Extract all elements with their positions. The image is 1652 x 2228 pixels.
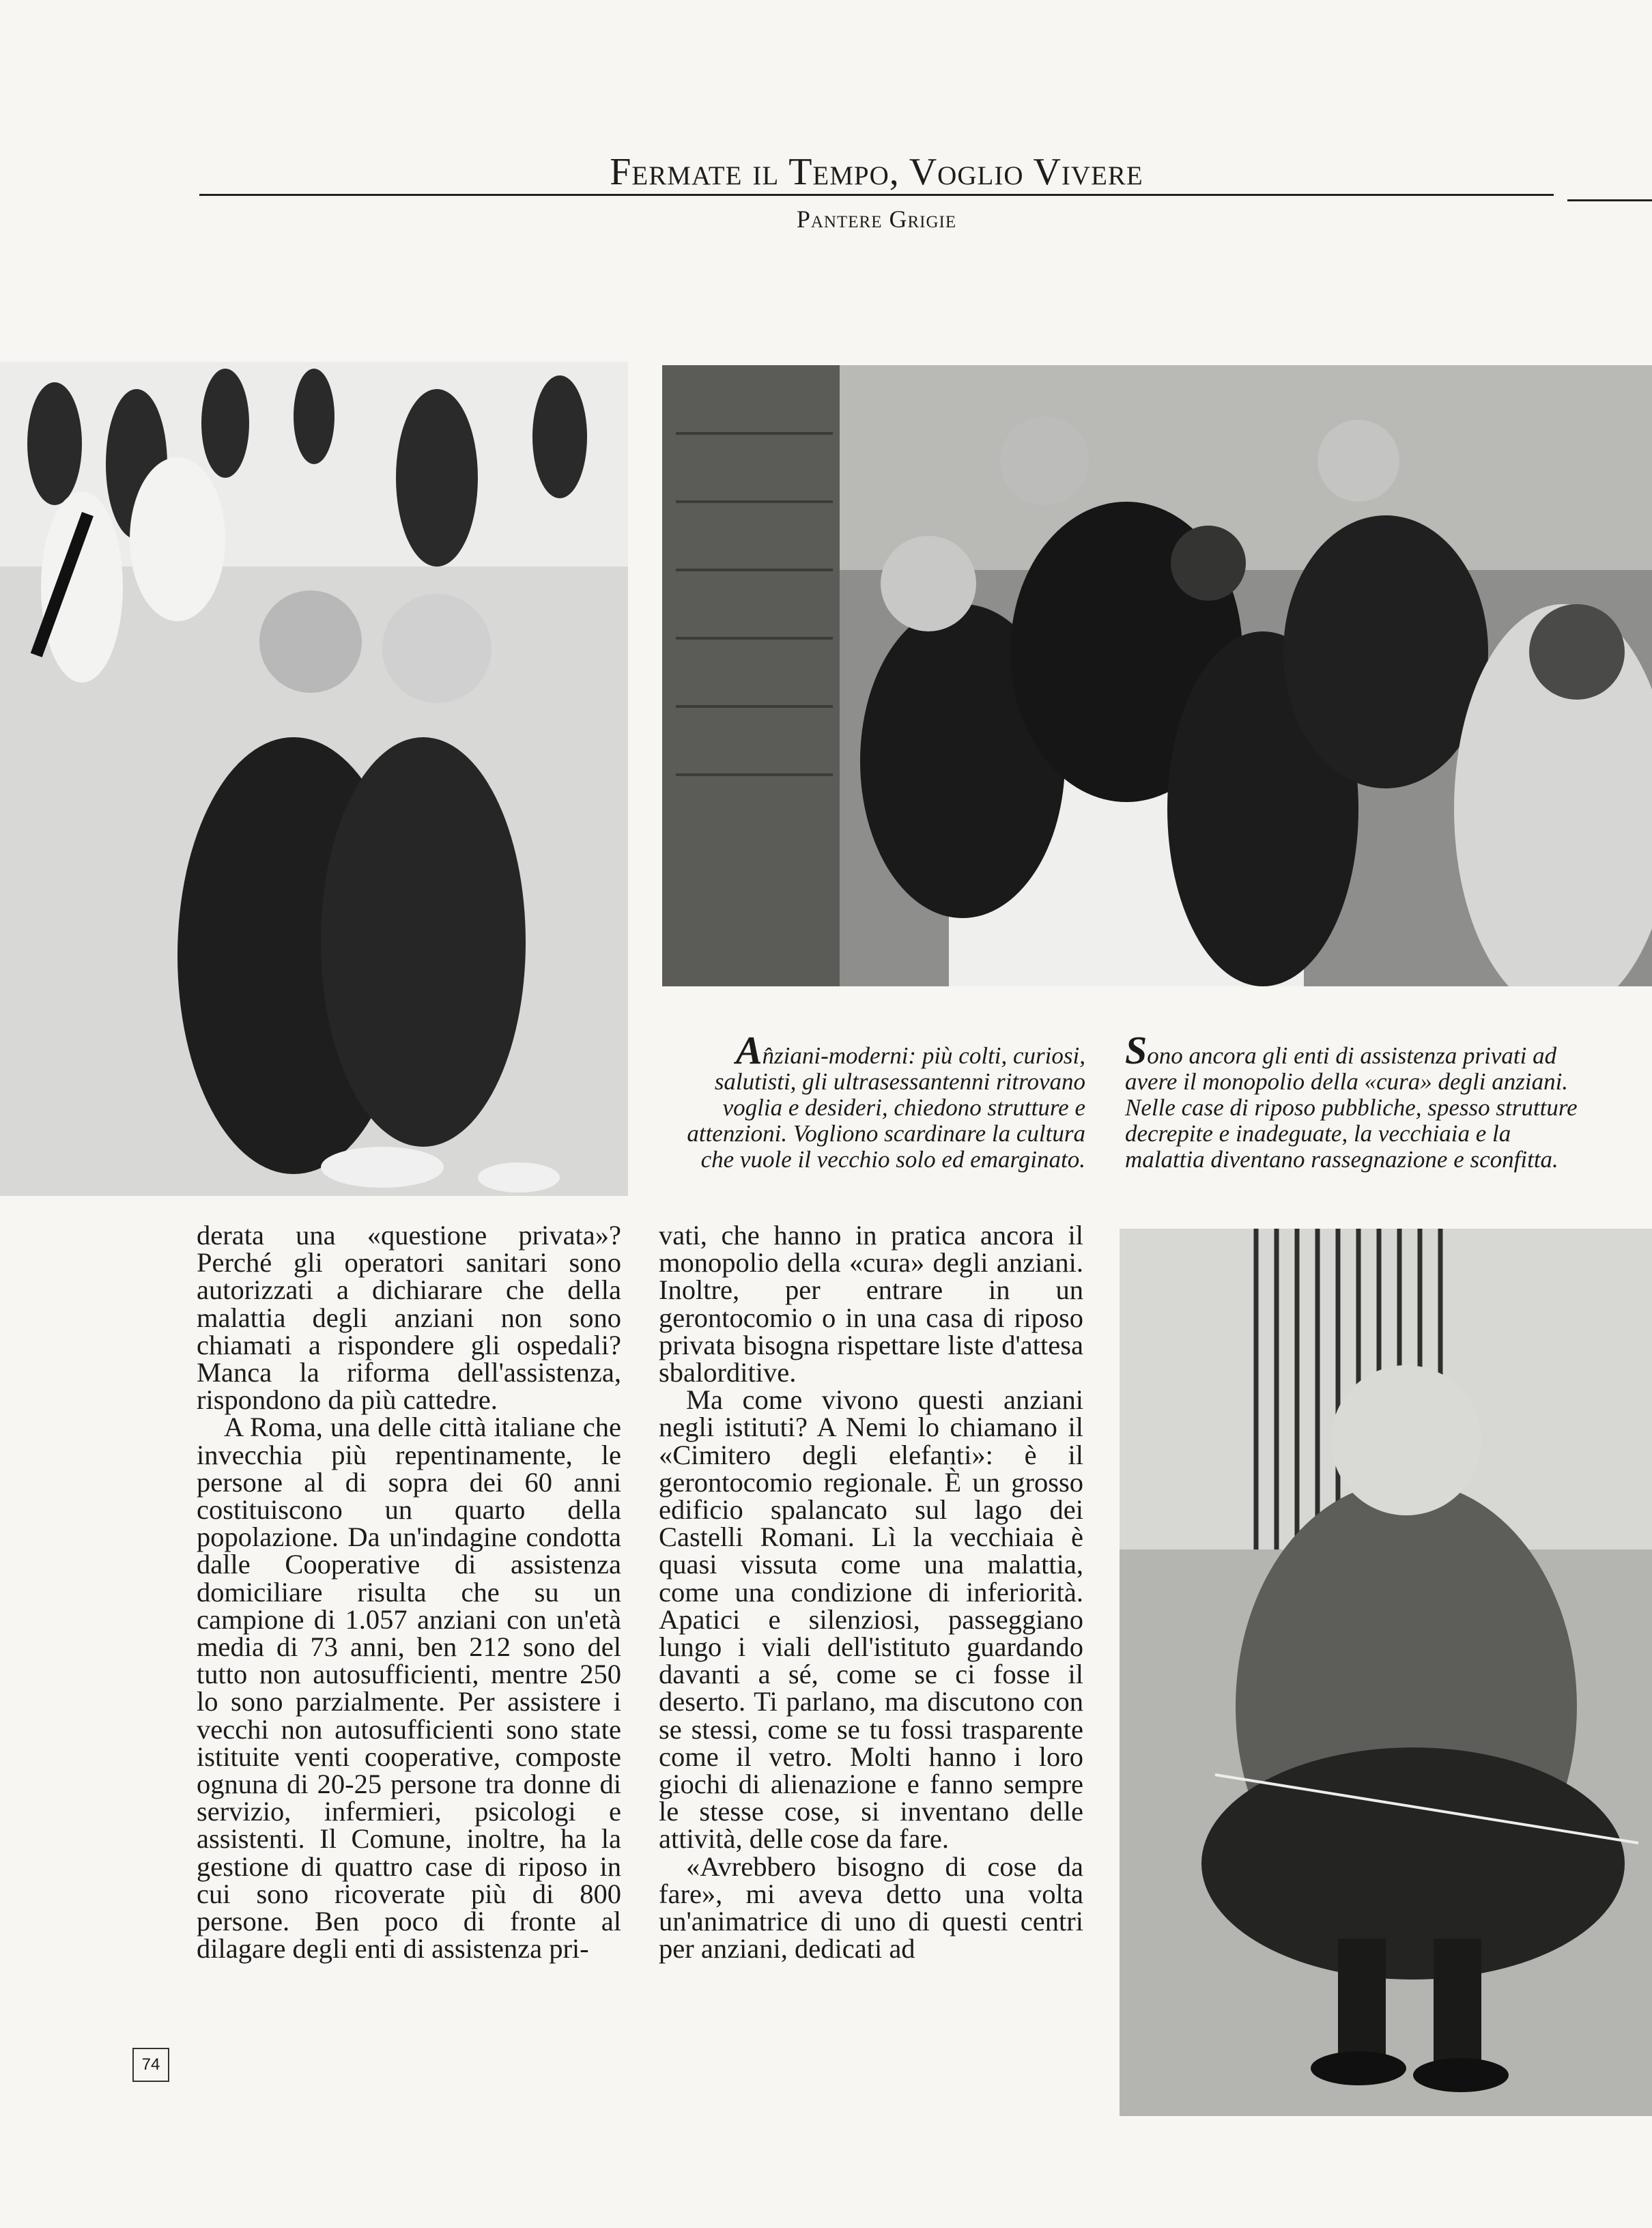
header-rule-right: [1567, 199, 1652, 201]
photo-knitting-woman: [1120, 1229, 1652, 2116]
text-column-left: [197, 1220, 621, 1965]
caption-right-text: ono ancora gli enti di assistenza privati ad avere il monopolio della «cura» degli anziani. Nelle case di riposo pubbliche, spesso strutture decrepite e inadeguate, la vecchiaia e la malattia diventano rassegnazione e sconfitta.: [1125, 1042, 1578, 1173]
caption-left-dropcap: A: [735, 1028, 763, 1072]
photo-dancing-couple: [0, 362, 628, 1196]
caption-right-dropcap: S: [1125, 1028, 1148, 1072]
photo-women-toasting: [662, 365, 1652, 986]
paragraph: A Roma, una delle città italiane che invecchia più repentinamente, le persone al di sopra dei 60 anni costituiscono un quarto della popolazione. Da un'indagine condotta dalle Cooperative di assistenza domiciliare risulta che su un campione di 1.057 anziani con un'età media di 73 anni, ben 212 sono del tutto non autosufficienti, mentre 250 lo sono parzialmente. Per assistere i vecchi non autosufficienti sono state istituite venti cooperative, composte ognuna di 20-25 persone tra donne di servizio, infermieri, psicologi e assistenti. Il Comune, inoltre, ha la gestione di quattro case di riposo in cui sono ricoverate più di 800 persone. Ben poco di fronte al dilagare degli enti di assistenza pri-: [197, 1412, 621, 1965]
paragraph: vati, che hanno in pratica ancora il monopolio della «cura» degli anziani. Inoltre, per entrare in un gerontocomio o in una casa di riposo privata bisogna rispettare liste d'attesa sbalorditive.: [659, 1220, 1083, 1388]
caption-right: [1125, 1028, 1589, 1173]
paragraph: derata una «questione privata»? Perché gli operatori sanitari sono autorizzati a dichiarare che della malattia degli anziani non sono chiamati a rispondere gli ospedali? Manca la riforma dell'assistenza, rispondono da più cattedre.: [197, 1220, 621, 1416]
article-title: Fermate il Tempo, Voglio Vivere: [610, 151, 1143, 193]
article-subtitle: Pantere Grigie: [796, 205, 957, 233]
paragraph: «Avrebbero bisogno di cose da fare», mi aveva detto una volta un'animatrice di uno di questi centri per anziani, dedicati ad: [659, 1851, 1083, 1965]
header-rule: [199, 194, 1554, 196]
caption-left-text: n̂ziani-moderni: più colti, curiosi, salutisti, gli ultrasessantenni ritrovano voglia e desideri, chiedono strutture e attenzioni. Vogliono scardinare la cultura che vuole il vecchio solo ed emarginato.: [687, 1042, 1085, 1173]
text-column-middle: [659, 1220, 1083, 1965]
paragraph: Ma come vivono questi anziani negli istituti? A Nemi lo chiamano il «Cimitero degli elefanti»: è il gerontocomio regionale. È un grosso edificio spalancato sul lago dei Castelli Romani. Lì la vecchiaia è quasi vissuta come una malattia, come una condizione di inferiorità. Apatici e silenziosi, passeggiano lungo i viali dell'istituto guardando davanti a sé, come se ci fosse il deserto. Ti parlano, ma discutono con se stessi, come se tu fossi trasparente come il vetro. Molti hanno i loro giochi di alienazione e fanno sempre le stesse cose, si inventano delle attività, delle cose da fare.: [659, 1384, 1083, 1855]
page-number: 74: [132, 2048, 169, 2082]
caption-left: [676, 1028, 1085, 1173]
